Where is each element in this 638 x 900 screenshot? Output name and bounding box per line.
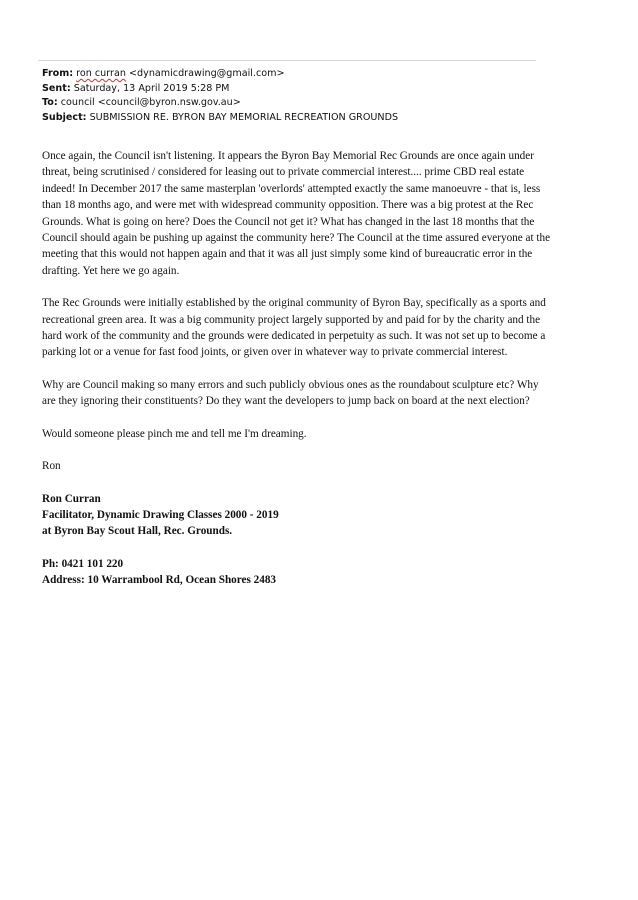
signoff: Ron <box>42 460 61 473</box>
signature-block <box>42 491 542 540</box>
body-line: indeed! In December 2017 the same masterplan 'overlords' attempted exactly the same manoeuvre - that is, less <box>42 182 541 195</box>
subject-value: SUBMISSION RE. BYRON BAY MEMORIAL RECREATION GROUNDS <box>89 111 399 123</box>
body-line: recreational green area. It was a big community project largely supported by and paid for by the charity and the <box>42 313 541 326</box>
email-body <box>42 148 551 605</box>
body-paragraph-1 <box>42 148 551 279</box>
sent-row <box>42 82 542 97</box>
body-line: Once again, the Council isn't listening. It appears the Byron Bay Memorial Rec Grounds are once again under <box>42 150 534 162</box>
to-label: To: <box>42 97 58 109</box>
subject-row <box>42 111 542 126</box>
sent-label: Sent: <box>42 82 71 94</box>
sent-value: Saturday, 13 April 2019 5:28 PM <box>73 82 230 94</box>
body-line: Grounds. What is going on here? Does the Council not get it? What has changed in the last 18 months that the <box>42 215 535 228</box>
contact-block <box>42 556 542 589</box>
body-line: Why are Council making so many errors and such publicly obvious ones as the roundabout sculpture etc? Why <box>42 378 539 391</box>
to-value: council <council@byron.nsw.gov.au> <box>60 97 241 109</box>
to-row <box>42 96 542 111</box>
subject-label: Subject: <box>42 111 87 123</box>
body-line: meeting that this would not happen again and that it was all just simply some kind of bureaucratic error in the <box>42 248 533 261</box>
body-paragraph-2 <box>42 295 546 361</box>
body-line: parking lot or a venue for fast food joints, or given over in whatever way to private commercial interest. <box>42 346 508 359</box>
contact-phone: Ph: 0421 101 220 <box>42 557 124 570</box>
body-line: than 18 months ago, and were met with widespread community opposition. There was a big protest at the Rec <box>42 199 534 212</box>
body-line: Council should again be pushing up against the community here? The Council at the time assured everyone at the <box>42 232 551 245</box>
sender-address: <dynamicdrawing@gmail.com> <box>129 68 285 79</box>
signature-location: at Byron Bay Scout Hall, Rec. Grounds. <box>42 525 233 538</box>
from-row <box>42 67 542 82</box>
body-line: The Rec Grounds were initially established by the original community of Byron Bay, specifically as a sports and <box>42 297 546 310</box>
body-paragraph-4: Would someone please pinch me and tell me I'm dreaming. <box>42 427 307 440</box>
from-label: From: <box>42 68 74 79</box>
contact-address: Address: 10 Warrambool Rd, Ocean Shores 2483 <box>42 574 277 587</box>
body-paragraph-3 <box>42 377 542 410</box>
body-line: drafting. Yet here we go again. <box>42 264 180 277</box>
signature-role: Facilitator, Dynamic Drawing Classes 2000 - 2019 <box>42 508 279 521</box>
signature-name: Ron Curran <box>42 492 101 505</box>
email-header <box>42 67 542 125</box>
body-line: threat, being scrutinised / considered for leasing out to private commercial interest.... prime CBD real estate <box>42 166 525 179</box>
body-line: are they ignoring their constituents? Do they want the developers to jump back on board at the next election? <box>42 395 530 408</box>
header-divider <box>38 60 536 61</box>
body-line: hard work of the community and the grounds were dedicated in perpetuity as such. It was not set up to become a <box>42 330 546 343</box>
sender-name: ron curran <box>76 68 126 79</box>
